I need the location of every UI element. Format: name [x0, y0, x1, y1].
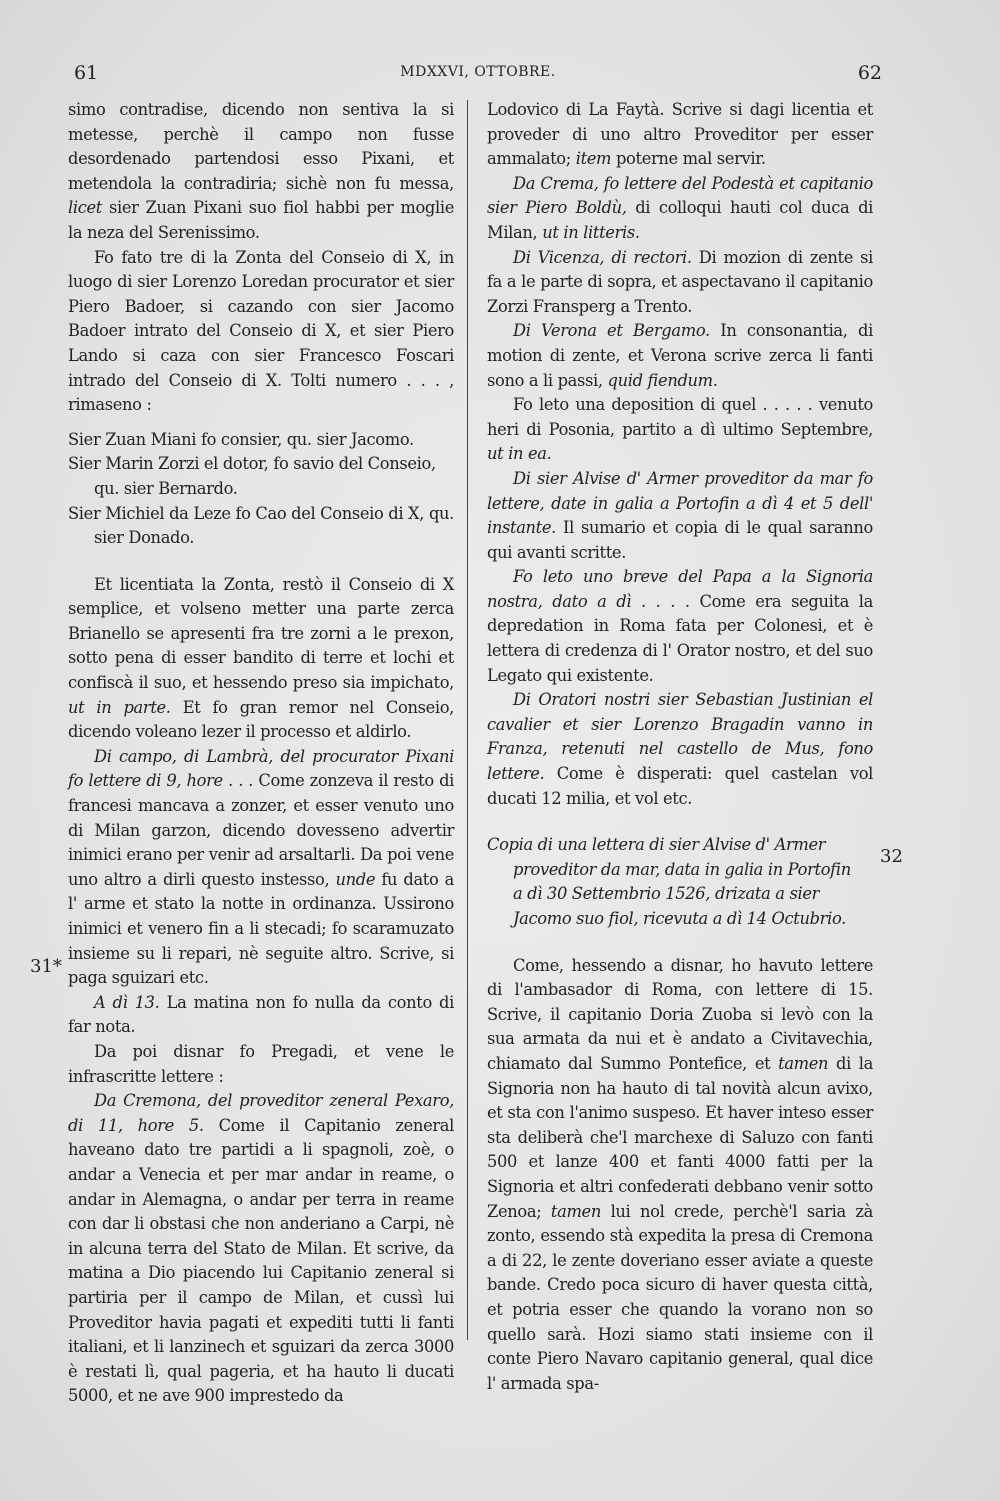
paragraph: Lodovico di La Faytà. Scrive si dagi licentia et proveder di uno altro Proveditor per esser ammalato; item poterne mal servir.	[487, 100, 873, 169]
paragraph: A dì 13. La matina non fo nulla da conto di far nota.	[68, 992, 454, 1037]
right-column	[487, 98, 873, 1396]
election-entry: Sier Michiel da Leze fo Cao del Conseio di X, qu. sier Donado.	[68, 503, 454, 548]
paragraph: Fo fato tre di la Zonta del Conseio di X, in luogo di sier Lorenzo Loredan procurator et sier Piero Badoer, si cazando con sier Jacomo Badoer intrato del Conseio di X, et sier Piero Lando si caza con sier Francesco Foscari intrado del Conseio di X. Tolti numero . . . , rimaseno :	[68, 247, 454, 415]
running-header	[74, 62, 882, 88]
paragraph: Di sier Alvise d' Armer proveditor da mar fo lettere, date in galia a Portofin a dì 4 et 5 dell' instante. Il sumario et copia di le qual saranno qui avanti scritte.	[487, 468, 873, 562]
paragraph: Fo leto una deposition di quel . . . . . venuto heri di Posonia, partito a dì ultimo Septembre, ut in ea.	[487, 395, 873, 464]
paragraph: Di Oratori nostri sier Sebastian Justinian el cavalier et sier Lorenzo Bragadin vanno in Franza, retenuti nel castello de Mus, fono lettere. Come è disperati: quel castelan vol ducati 12 milia, et vol etc.	[487, 690, 873, 808]
paragraph: Et licentiata la Zonta, restò il Conseio di X semplice, et volseno metter una parte zerca Brianello se apresenti fra tre zorni a le prexon, sotto pena di esser bandito di terre et lochi et confiscà il suo, et hessendo preso sia impichato, ut in parte. Et fo gran remor nel Conseio, dicendo voleano lezer il processo et aldirlo.	[68, 574, 455, 742]
paragraph: Di Vicenza, di rectori. Di mozion di zente si fa a le parte di sopra, et aspectavano il capitanio Zorzi Fransperg a Trento.	[487, 247, 873, 316]
page-number-right: 62	[857, 62, 882, 84]
left-column	[68, 98, 454, 1409]
running-title: MDXXVI, OTTOBRE.	[400, 64, 556, 80]
page-number-left: 61	[74, 62, 99, 84]
paragraph: Fo leto uno breve del Papa a la Signoria nostra, dato a dì . . . . Come era seguita la depredation in Roma fata per Colonesi, et è lettera di credenza di l' Orator nostro, et del suo Legato qui existente.	[487, 567, 873, 685]
letter-rubric: Copia di una lettera di sier Alvise d' Armer proveditor da mar, data in galia in Portofin a dì 30 Settembrio 1526, drizata a sier Jacomo suo fiol, ricevuta a dì 14 Octubrio.	[487, 835, 851, 928]
paragraph: Di Verona et Bergamo. In consonantia, di motion di zente, et Verona scrive zerca li fanti sono a li passi, quid fiendum.	[487, 321, 873, 390]
paragraph: Da Crema, fo lettere del Podestà et capitanio sier Piero Boldù, di colloqui hauti col duca di Milan, ut in litteris.	[487, 173, 873, 242]
paragraph: Da Cremona, del proveditor zeneral Pexaro, di 11, hore 5. Come il Capitanio zeneral haveano dato tre partidi a li spagnoli, zoè, o andar a Venecia et per mar andar in reame, o andar in Alemagna, o andar per terra in reame con dar li obstasi che non anderiano a Carpi, nè in alcuna terra del Stato de Milan. Et scrive, da matina a Dio piacendo lui Capitanio zeneral si partiria per il campo de Milan, et cussì lui Proveditor havia pagati et expediti tutti li fanti italiani, et li lanzinech et sguizari da zerca 3000 è restati lì, qual pageria, et ha hauto li ducati 5000, et ne ave 900 imprestedo da	[68, 1091, 454, 1406]
election-entry: Sier Zuan Miani fo consier, qu. sier Jacomo.	[68, 429, 414, 449]
paragraph: Come, hessendo a disnar, ho havuto lettere di l'ambasador di Roma, con lettere di 15. Scrive, il capitanio Doria Zuoba si levò con la sua armata da nui et è andato a Civitavechia, chiamato dal Summo Pontefice, et tamen di la Signoria non ha hauto di tal novità alcun avixo, et sta con l'animo suspeso. Et haver inteso esser sta deliberà che'l marchexe di Saluzo con fanti 500 et lanze 400 et fanti 4000 fatti per la Signoria et altri confederati debbano venir sotto Zenoa; tamen lui nol crede, perchè'l saria zà zonto, essendo stà expedita la presa di Cremona a di 22, le zente doveriano esser aviate a queste bande. Credo poca sicuro di haver questa città, et potria esser che quando la vorano non so quello sarà. Hozi siamo stati insieme con il conte Piero Navaro capitanio general, qual dice l' armada spa-	[487, 955, 873, 1393]
column-divider	[467, 100, 468, 1340]
paragraph: Da poi disnar fo Pregadi, et vene le infrascritte lettere :	[68, 1041, 454, 1086]
margin-marker-right: 32	[880, 846, 903, 867]
margin-marker-left: 31*	[30, 956, 62, 977]
paragraph: Di campo, di Lambrà, del procurator Pixani fo lettere di 9, hore . . . Come zonzeva il resto di francesi mancava a zonzer, et esser venuto uno di Milan garzon, dicendo dovesseno advertir inimici erano per venir ad arsaltarli. Da poi vene uno altro a dirli questo instesso, unde fu dato a l' arme et stato la notte in ordinanza. Ussirono inimici et venero fin a li stecadi; fo scaramuzato insieme su li repari, nè seguite altro. Scrive, si paga sguizari etc.	[68, 746, 454, 988]
paragraph: simo contradise, dicendo non sentiva la si metesse, perchè il campo non fusse desordenado partendosi esso Pixani, et metendola la contradiria; sichè non fu messa, licet sier Zuan Pixani suo fiol habbi per moglie la neza del Serenissimo.	[68, 100, 454, 242]
election-entry: Sier Marin Zorzi el dotor, fo savio del Conseio, qu. sier Bernardo.	[68, 454, 436, 498]
